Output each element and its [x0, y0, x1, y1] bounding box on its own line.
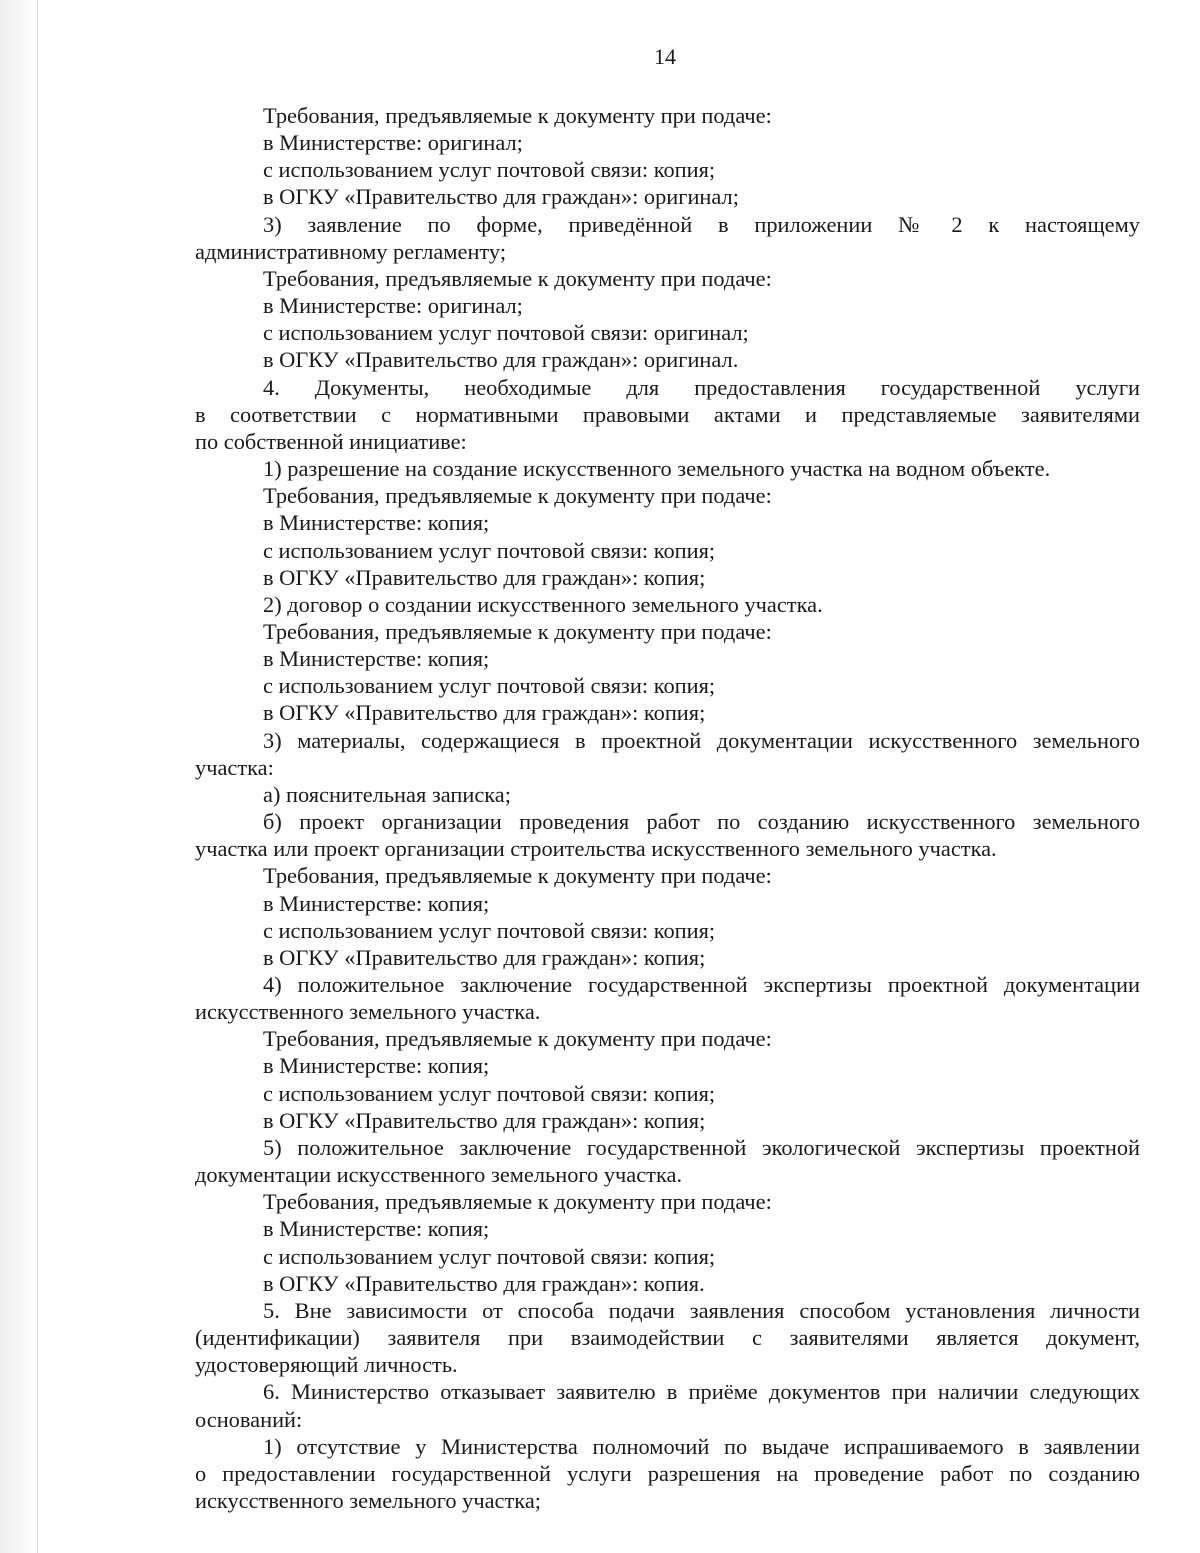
text-line: Требования, предъявляемые к документу при подаче:	[263, 483, 772, 509]
text-line: 4) положительное заключение государственной экспертизы проектной документации	[263, 972, 1140, 997]
text-line: Требования, предъявляемые к документу при подаче:	[263, 863, 772, 889]
text-line: в Министерстве: оригинал;	[263, 130, 523, 156]
text-line: 3) материалы, содержащиеся в проектной документации искусственного земельного	[263, 727, 1140, 753]
text-line: 3) заявление по форме, приведённой в приложении № 2 к настоящему	[263, 211, 1140, 237]
text-line: искусственного земельного участка.	[195, 999, 541, 1025]
text-line: с использованием услуг почтовой связи: копия;	[263, 157, 716, 183]
text-line: в соответствии с нормативными правовыми актами и представляемые заявителями	[195, 401, 1140, 427]
text-line: в ОГКУ «Правительство для граждан»: копия;	[263, 564, 706, 590]
text-line: 4. Документы, необходимые для предоставления государственной услуги	[263, 374, 1140, 400]
document-body	[195, 102, 1140, 1514]
text-line: в Министерстве: копия;	[263, 890, 490, 916]
text-line: оснований:	[195, 1406, 303, 1432]
text-line: удостоверяющий личность.	[195, 1352, 458, 1378]
text-line: а) пояснительная записка;	[263, 781, 511, 807]
text-line: административному регламенту;	[195, 238, 507, 264]
text-line: 5. Вне зависимости от способа подачи заявления способом установления личности	[263, 1297, 1140, 1323]
text-line: Требования, предъявляемые к документу при подаче:	[263, 1189, 772, 1215]
text-line: с использованием услуг почтовой связи: оригинал;	[263, 320, 749, 346]
text-line: 2) договор о создании искусственного земельного участка.	[263, 591, 823, 617]
text-line: в Министерстве: оригинал;	[263, 293, 523, 319]
text-line: в ОГКУ «Правительство для граждан»: оригинал;	[263, 184, 739, 210]
text-line: Требования, предъявляемые к документу при подаче:	[263, 265, 772, 291]
text-line: 1) разрешение на создание искусственного земельного участка на водном объекте.	[263, 456, 1051, 482]
text-line: с использованием услуг почтовой связи: копия;	[263, 1080, 716, 1106]
text-line: в ОГКУ «Правительство для граждан»: оригинал.	[263, 347, 739, 373]
text-line: с использованием услуг почтовой связи: копия;	[263, 1243, 716, 1269]
text-line: в ОГКУ «Правительство для граждан»: копия.	[263, 1270, 705, 1296]
scan-edge-line	[37, 0, 38, 1553]
text-line: с использованием услуг почтовой связи: копия;	[263, 673, 716, 699]
text-line: по собственной инициативе:	[195, 428, 467, 454]
text-line: в Министерстве: копия;	[263, 1216, 490, 1242]
text-line: (идентификации) заявителя при взаимодействии с заявителями является документ,	[195, 1325, 1140, 1351]
scan-left-edge	[0, 0, 38, 1553]
text-line: Требования, предъявляемые к документу при подаче:	[263, 618, 772, 644]
text-line: в ОГКУ «Правительство для граждан»: копия;	[263, 700, 706, 726]
text-line: Требования, предъявляемые к документу при подаче:	[263, 103, 772, 128]
text-line: б) проект организации проведения работ по созданию искусственного земельного	[263, 809, 1140, 835]
text-line: документации искусственного земельного участка.	[195, 1162, 683, 1188]
text-line: искусственного земельного участка;	[195, 1487, 541, 1513]
text-line: в ОГКУ «Правительство для граждан»: копия;	[263, 944, 706, 970]
text-line: в Министерстве: копия;	[263, 1053, 490, 1079]
text-line: 1) отсутствие у Министерства полномочий по выдаче испрашиваемого в заявлении	[263, 1433, 1140, 1459]
text-line: в Министерстве: копия;	[263, 510, 490, 536]
text-line: 6. Министерство отказывает заявителю в приёме документов при наличии следующих	[263, 1379, 1140, 1405]
text-line: о предоставлении государственной услуги разрешения на проведение работ по созданию	[195, 1460, 1140, 1486]
text-line: участка:	[195, 754, 274, 780]
text-line: с использованием услуг почтовой связи: копия;	[263, 537, 716, 563]
text-line: Требования, предъявляемые к документу при подаче:	[263, 1026, 772, 1052]
text-line: участка или проект организации строительства искусственного земельного участка.	[195, 836, 997, 862]
text-line: 5) положительное заключение государственной экологической экспертизы проектной	[263, 1134, 1140, 1160]
text-line: с использованием услуг почтовой связи: копия;	[263, 917, 716, 943]
text-line: в ОГКУ «Правительство для граждан»: копия;	[263, 1107, 706, 1133]
text-line: в Министерстве: копия;	[263, 646, 490, 672]
page-number: 14	[654, 44, 676, 69]
